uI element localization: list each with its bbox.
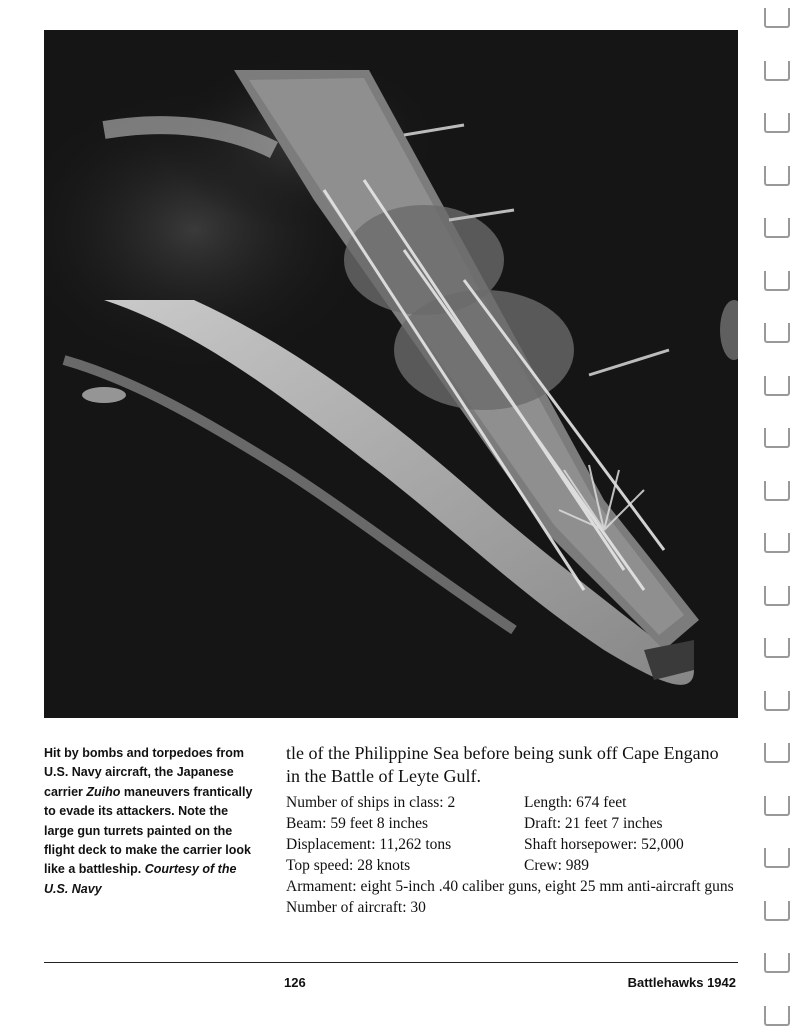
photo-credit: Courtesy of the U.S. Navy xyxy=(44,862,237,896)
binder-tab xyxy=(764,376,790,396)
spec-shaft-horsepower: Shaft horsepower: 52,000 xyxy=(524,836,684,853)
spec-row xyxy=(286,792,736,813)
spec-crew: Crew: 989 xyxy=(524,857,590,874)
binder-tab xyxy=(764,218,790,238)
binder-tab xyxy=(764,796,790,816)
spec-displacement: Displacement: 11,262 tons xyxy=(286,836,452,853)
binder-tab xyxy=(764,901,790,921)
binder-tabs xyxy=(760,0,800,1033)
binder-tab xyxy=(764,271,790,291)
binder-tab xyxy=(764,166,790,186)
binder-tab xyxy=(764,848,790,868)
spec-aircraft: Number of aircraft: 30 xyxy=(286,899,426,916)
spec-top-speed: Top speed: 28 knots xyxy=(286,857,411,874)
spec-length: Length: 674 feet xyxy=(524,794,627,811)
binder-tab xyxy=(764,323,790,343)
binder-tab xyxy=(764,428,790,448)
caption-text-2: maneuvers frantically to evade its attackers. Note the large gun turrets painted on the flight deck to make the carrier look like a battleship. xyxy=(44,784,253,877)
book-title: Battlehawks 1942 xyxy=(627,975,736,990)
page-number: 126 xyxy=(284,975,306,990)
spec-ships-in-class: Number of ships in class: 2 xyxy=(286,794,456,811)
binder-tab xyxy=(764,481,790,501)
binder-tab xyxy=(764,61,790,81)
photo-caption xyxy=(44,744,254,899)
spec-row xyxy=(286,834,736,855)
body-paragraph: tle of the Philippine Sea before being sunk off Cape Engano in the Battle of Leyte Gulf. xyxy=(286,743,719,786)
carrier-photo-illustration xyxy=(44,30,738,718)
binder-tab xyxy=(764,953,790,973)
specs-list xyxy=(286,792,736,918)
binder-tab xyxy=(764,8,790,28)
binder-tab xyxy=(764,533,790,553)
caption-text: Hit by bombs and torpedoes from U.S. Navy aircraft, the Japanese carrier xyxy=(44,746,245,799)
binder-tab xyxy=(764,113,790,133)
ship-name: Zuiho xyxy=(86,784,121,799)
binder-tab xyxy=(764,638,790,658)
spec-beam: Beam: 59 feet 8 inches xyxy=(286,815,429,832)
binder-tab xyxy=(764,743,790,763)
footer-rule xyxy=(44,962,738,963)
binder-tab xyxy=(764,691,790,711)
spec-row xyxy=(286,855,736,876)
spec-row xyxy=(286,813,736,834)
binder-tab xyxy=(764,586,790,606)
binder-tab xyxy=(764,1006,790,1026)
spec-draft: Draft: 21 feet 7 inches xyxy=(524,815,663,832)
spec-armament: Armament: eight 5-inch .40 caliber guns, eight 25 mm anti-aircraft guns xyxy=(286,878,734,895)
carrier-photo xyxy=(44,30,738,718)
ship-specs-section xyxy=(286,742,736,918)
